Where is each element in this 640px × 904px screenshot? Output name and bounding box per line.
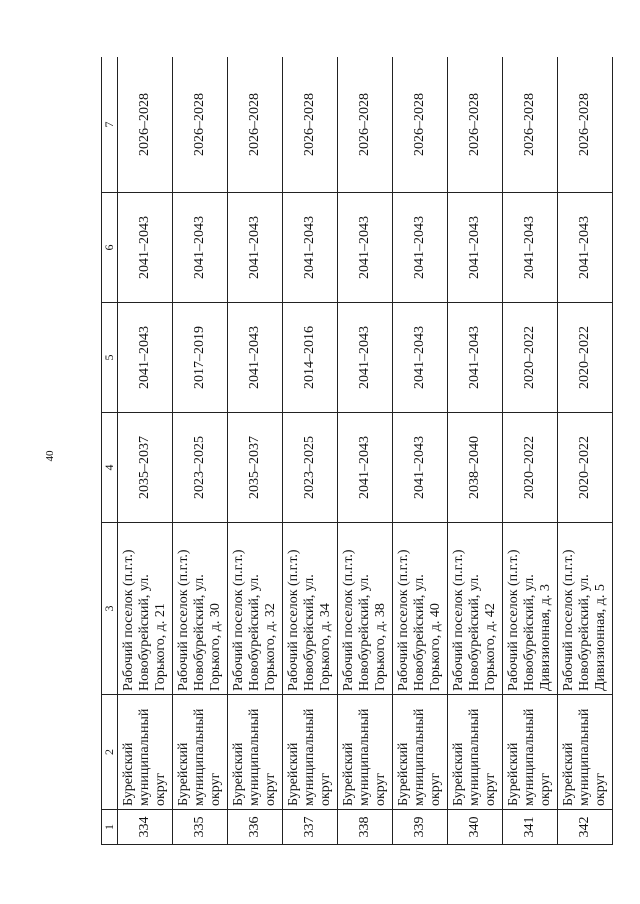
period-cell: 2041–2043 [172,193,227,303]
period-cell: 2041–2043 [392,413,447,523]
table-row [282,57,337,845]
period-cell: 2041–2043 [227,193,282,303]
period-cell: 2026–2028 [282,57,337,193]
region-cell: Бурейский муниципальный округ [282,695,337,810]
period-cell: 2026–2028 [117,57,172,193]
period-cell: 2026–2028 [172,57,227,193]
row-number: 335 [172,810,227,845]
period-cell: 2041–2043 [227,303,282,413]
region-cell: Бурейский муниципальный округ [557,695,612,810]
address-cell: Рабочий поселок (п.г.т.) Новобурейский, ул. Горького, д. 38 [337,523,392,695]
region-cell: Бурейский муниципальный округ [172,695,227,810]
period-cell: 2020–2022 [557,303,612,413]
column-header: 2 [102,695,118,810]
period-cell: 2041–2043 [117,193,172,303]
period-cell: 2035–2037 [227,413,282,523]
column-header: 7 [102,57,118,193]
column-header: 5 [102,303,118,413]
period-cell: 2020–2022 [557,413,612,523]
table-row [502,57,557,845]
table-row [117,57,172,845]
period-cell: 2041–2043 [117,303,172,413]
column-header: 6 [102,193,118,303]
period-cell: 2041–2043 [337,303,392,413]
period-cell: 2026–2028 [447,57,502,193]
period-cell: 2017–2019 [172,303,227,413]
period-cell: 2014–2016 [282,303,337,413]
period-cell: 2041–2043 [447,193,502,303]
address-cell: Рабочий поселок (п.г.т.) Новобурейский, ул. Горького, д. 21 [117,523,172,695]
row-number: 336 [227,810,282,845]
region-cell: Бурейский муниципальный округ [392,695,447,810]
address-cell: Рабочий поселок (п.г.т.) Новобурейский, ул. Дивизионная, д. 3 [502,523,557,695]
period-cell: 2041–2043 [392,303,447,413]
table-row [227,57,282,845]
row-number: 334 [117,810,172,845]
region-cell: Бурейский муниципальный округ [117,695,172,810]
period-cell: 2041–2043 [392,193,447,303]
row-number: 342 [557,810,612,845]
row-number: 340 [447,810,502,845]
address-cell: Рабочий поселок (п.г.т.) Новобурейский, ул. Горького, д. 42 [447,523,502,695]
row-number: 338 [337,810,392,845]
table-row [557,57,612,845]
period-cell: 2020–2022 [502,303,557,413]
region-cell: Бурейский муниципальный округ [337,695,392,810]
table-row [447,57,502,845]
row-number: 339 [392,810,447,845]
region-cell: Бурейский муниципальный округ [447,695,502,810]
period-cell: 2041–2043 [557,193,612,303]
period-cell: 2041–2043 [282,193,337,303]
period-cell: 2041–2043 [502,193,557,303]
address-cell: Рабочий поселок (п.г.т.) Новобурейский, ул. Горького, д. 32 [227,523,282,695]
address-cell: Рабочий поселок (п.г.т.) Новобурейский, ул. Горького, д. 40 [392,523,447,695]
period-cell: 2020–2022 [502,413,557,523]
address-cell: Рабочий поселок (п.г.т.) Новобурейский, ул. Дивизионная, д. 5 [557,523,612,695]
period-cell: 2026–2028 [392,57,447,193]
period-cell: 2026–2028 [227,57,282,193]
period-cell: 2026–2028 [337,57,392,193]
region-cell: Бурейский муниципальный округ [227,695,282,810]
period-cell: 2023–2025 [282,413,337,523]
period-cell: 2038–2040 [447,413,502,523]
table-row [337,57,392,845]
column-header: 1 [102,810,118,845]
address-cell: Рабочий поселок (п.г.т.) Новобурейский, ул. Горького, д. 34 [282,523,337,695]
address-cell: Рабочий поселок (п.г.т.) Новобурейский, ул. Горького, д. 30 [172,523,227,695]
period-cell: 2026–2028 [502,57,557,193]
period-cell: 2035–2037 [117,413,172,523]
page-number: 40 [44,450,56,462]
table-container [101,57,613,845]
column-header: 3 [102,523,118,695]
region-cell: Бурейский муниципальный округ [502,695,557,810]
period-cell: 2041–2043 [337,193,392,303]
row-number: 341 [502,810,557,845]
period-cell: 2041–2043 [447,303,502,413]
column-header: 4 [102,413,118,523]
table-header-row [102,57,118,845]
table-row [392,57,447,845]
period-cell: 2023–2025 [172,413,227,523]
row-number: 337 [282,810,337,845]
period-cell: 2041–2043 [337,413,392,523]
table-row [172,57,227,845]
data-table [101,57,613,845]
period-cell: 2026–2028 [557,57,612,193]
